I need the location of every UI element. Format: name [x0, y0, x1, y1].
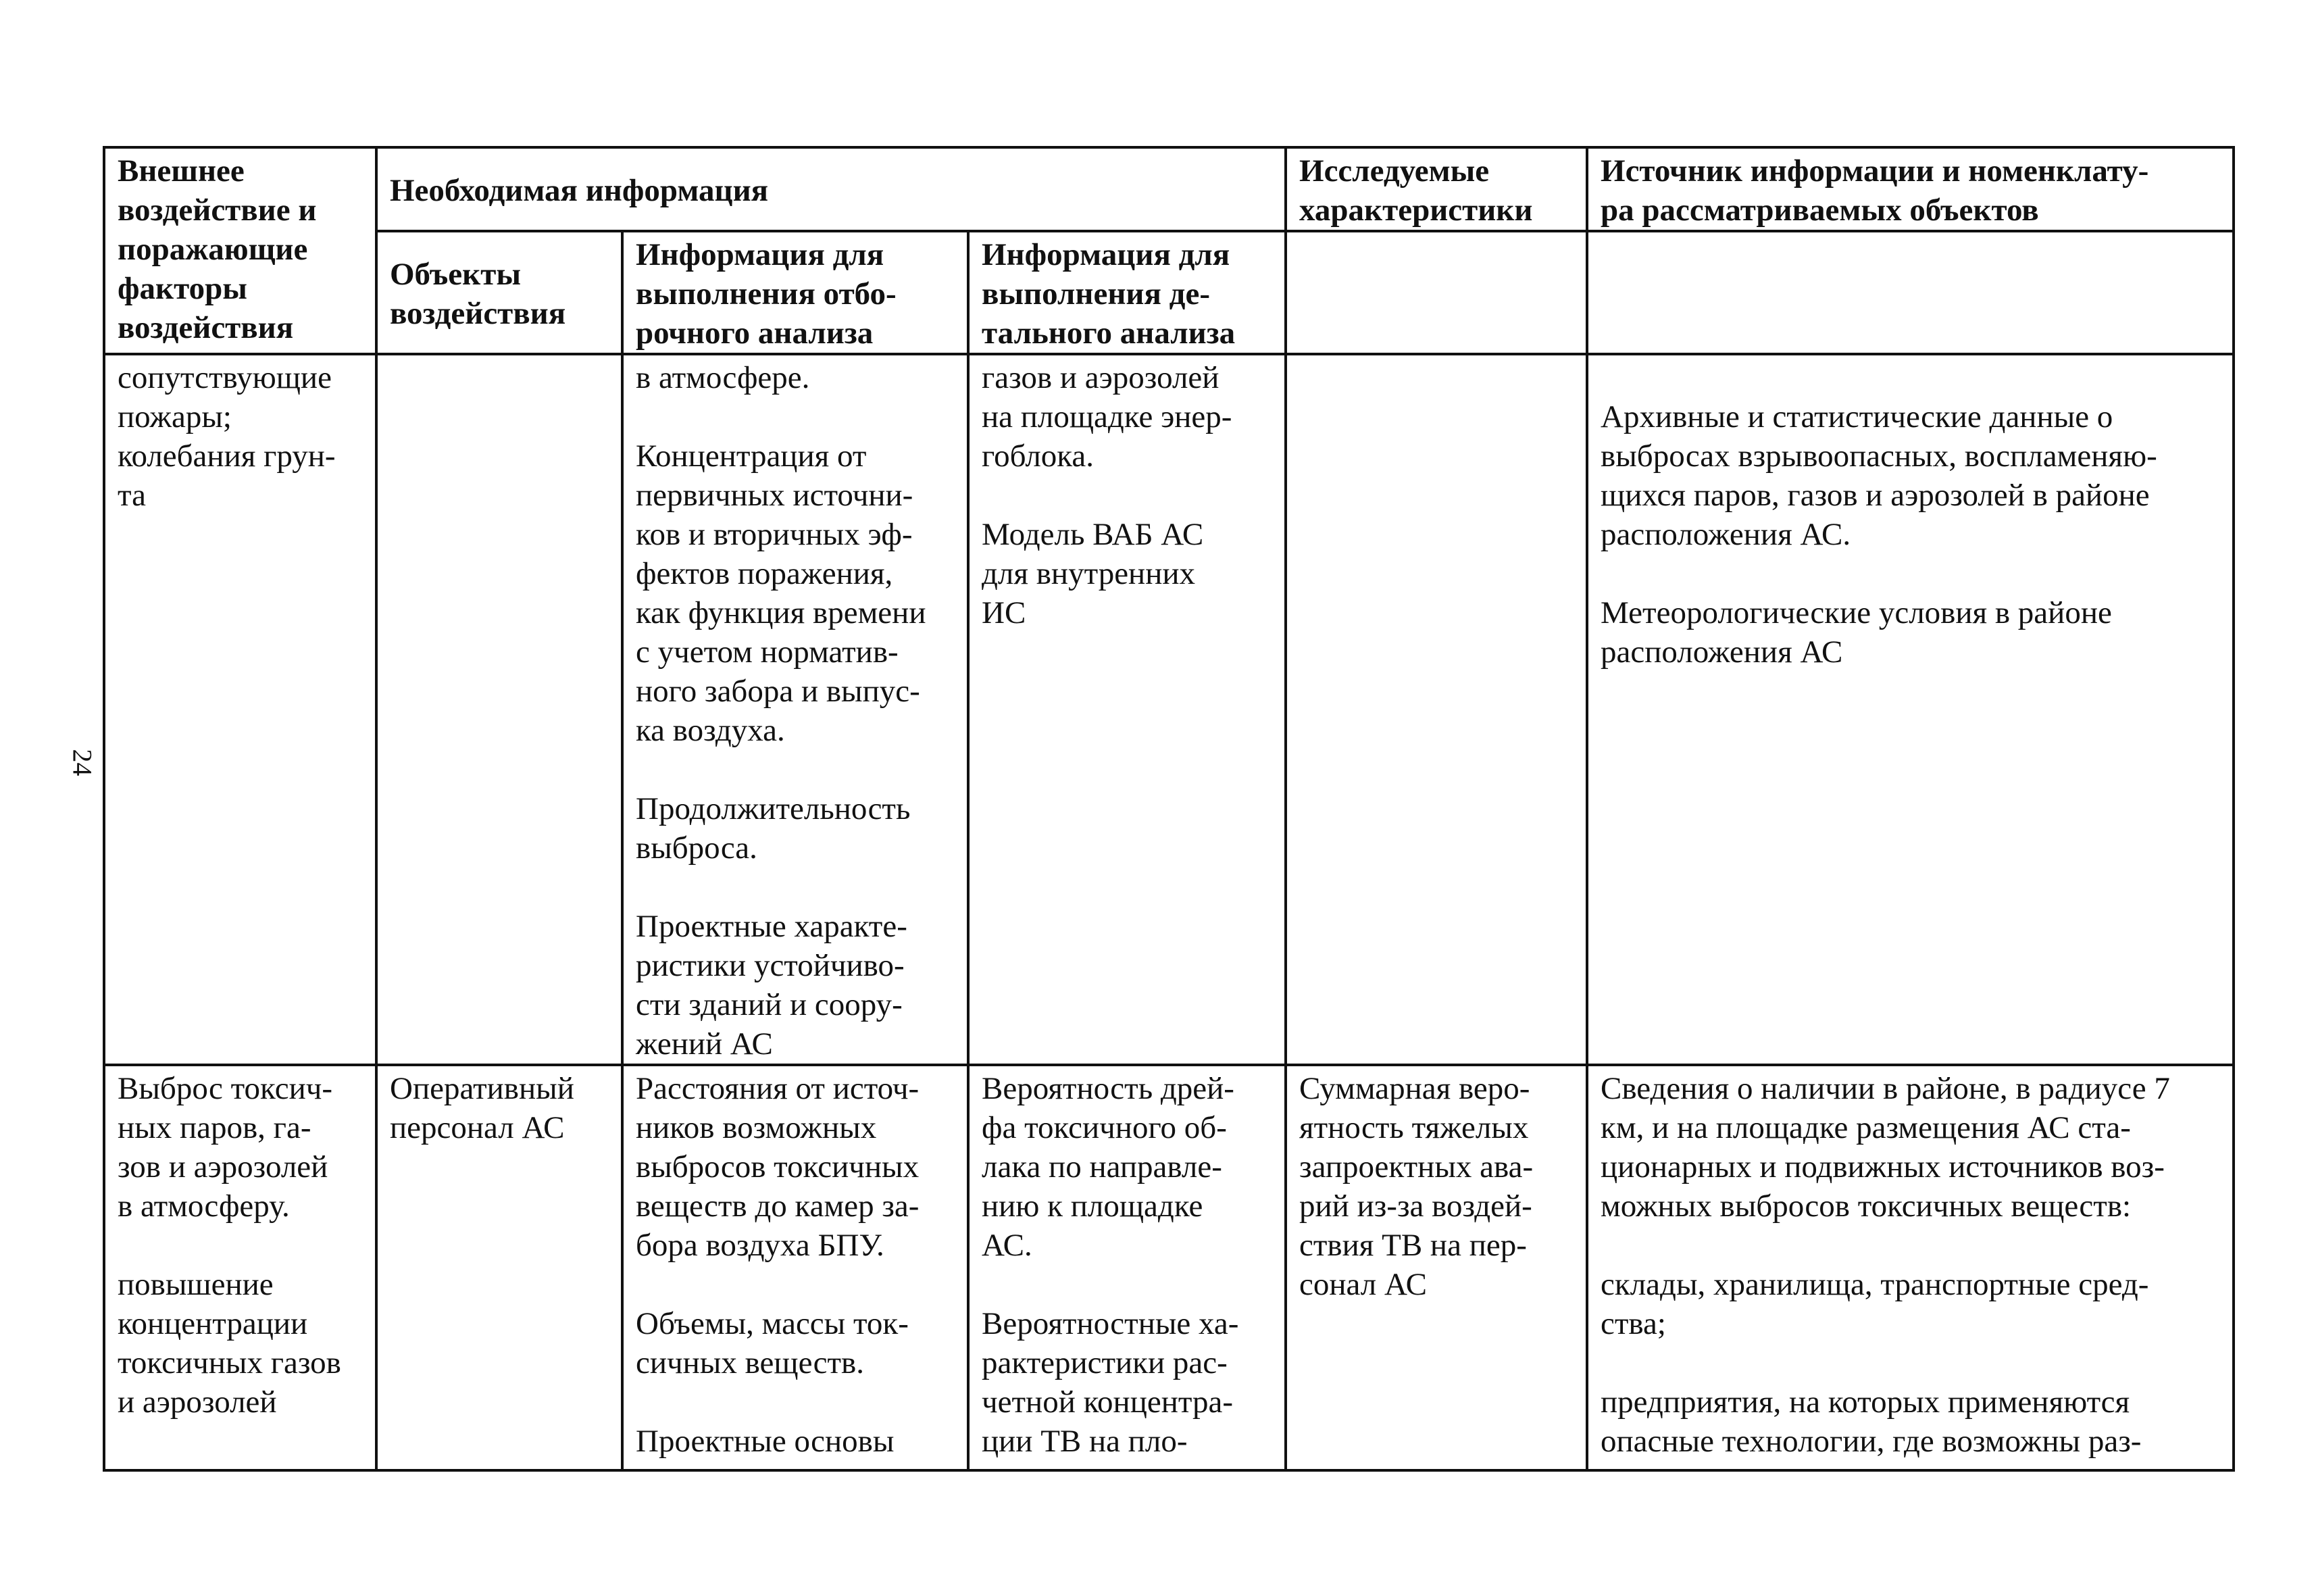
text-line: опасные технологии, где возможны раз- — [1601, 1424, 2142, 1459]
text-line: Модель ВАБ АС — [982, 517, 1204, 552]
text-line: рочного анализа — [636, 316, 874, 351]
text-line: склады, хранилища, транспортные сред- — [1601, 1267, 2149, 1302]
text-line: фектов поражения, — [636, 556, 893, 591]
text-line: сичных веществ. — [636, 1345, 864, 1380]
text-line: рактеристики рас- — [982, 1345, 1228, 1380]
row1-impact — [104, 354, 376, 1065]
text-line: воздействия — [118, 310, 294, 345]
row1-info-source — [1587, 354, 2234, 1065]
text-line: Вероятностные ха- — [982, 1306, 1239, 1341]
row2-impact — [104, 1065, 376, 1470]
text-line: ствия ТВ на пер- — [1299, 1228, 1527, 1263]
header-detailed-analysis — [968, 231, 1286, 354]
text-line: фа токсичного об- — [982, 1110, 1227, 1145]
text-line: первичных источни- — [636, 478, 913, 513]
text-line: пожары; — [118, 399, 232, 434]
text-line: км, и на площадке размещения АС ста- — [1601, 1110, 2131, 1145]
text-line: АС. — [982, 1228, 1032, 1263]
text-line: в атмосфере. — [636, 360, 810, 395]
paragraph — [1601, 1382, 2220, 1461]
row2-info-source — [1587, 1065, 2234, 1470]
text-line: Источник информации и номенклату- — [1601, 153, 2149, 189]
text-line: ников возможных — [636, 1110, 877, 1145]
text-line: ИС — [982, 595, 1026, 630]
row1-objects — [376, 354, 622, 1065]
text-line: расположения АС. — [1601, 517, 1851, 552]
text-line: выбросах взрывоопасных, воспламеняю- — [1601, 439, 2157, 474]
text-line: лака по направле- — [982, 1149, 1222, 1184]
paragraph — [636, 437, 955, 750]
text-line: тального анализа — [982, 316, 1236, 351]
row2-objects — [376, 1065, 622, 1470]
text-line: поражающие — [118, 232, 308, 267]
text-line: как функция времени — [636, 595, 926, 630]
requirements-table — [103, 146, 2235, 1472]
header-needed-info: Необходимая информация — [376, 147, 1286, 231]
text-line: Информация для — [636, 237, 884, 272]
text-line: ционарных и подвижных источников воз- — [1601, 1149, 2165, 1184]
text-line: повышение — [118, 1267, 274, 1302]
text-line: ных паров, га- — [118, 1110, 311, 1145]
paragraph — [982, 1069, 1272, 1265]
text-line: Вероятность дрей- — [982, 1071, 1234, 1106]
text-line: токсичных газов — [118, 1345, 341, 1380]
text-line: ка воздуха. — [636, 713, 785, 748]
text-line: веществ до камер за- — [636, 1189, 920, 1224]
paragraph — [982, 358, 1272, 476]
row2-characteristics — [1286, 1065, 1587, 1470]
header-empty-6 — [1587, 231, 2234, 354]
paragraph — [636, 1069, 955, 1265]
text-line: Оперативный — [390, 1071, 574, 1106]
text-line: ра рассматриваемых объектов — [1601, 193, 2039, 228]
header-impact-objects — [376, 231, 622, 354]
text-line: ции ТВ на пло- — [982, 1424, 1188, 1459]
text-line: характеристики — [1299, 193, 1533, 228]
paragraph — [118, 1265, 363, 1422]
paragraph — [636, 1304, 955, 1382]
text-line: на площадке энер- — [982, 399, 1232, 434]
row2-screening-info — [622, 1065, 968, 1470]
text-line: Суммарная веро- — [1299, 1071, 1530, 1106]
row2-detailed-info — [968, 1065, 1286, 1470]
text-line: сонал АС — [1299, 1267, 1427, 1302]
paragraph — [1601, 593, 2220, 672]
text-line: ства; — [1601, 1306, 1666, 1341]
text-line: Объекты — [390, 257, 522, 292]
paragraph — [982, 515, 1272, 632]
text-line: можных выбросов токсичных веществ: — [1601, 1189, 2132, 1224]
text-line: Сведения о наличии в районе, в радиусе 7 — [1601, 1071, 2170, 1106]
text-line: ристики устойчиво- — [636, 948, 905, 983]
text-line: расположения АС — [1601, 634, 1843, 670]
text-line: та — [118, 478, 146, 513]
page-number: 24 — [67, 749, 98, 776]
row1-screening-info — [622, 354, 968, 1065]
text-line: и аэрозолей — [118, 1385, 277, 1420]
text-line: выполнения отбо- — [636, 276, 897, 311]
text-line: для внутренних — [982, 556, 1196, 591]
paragraph — [1601, 1265, 2220, 1343]
text-line: ного забора и выпус- — [636, 674, 920, 709]
paragraph — [636, 358, 955, 397]
text-line: Архивные и статистические данные о — [1601, 399, 2113, 434]
text-line: факторы — [118, 271, 247, 306]
paragraph — [636, 1422, 955, 1461]
text-line: нию к площадке — [982, 1189, 1203, 1224]
text-line: запроектных ава- — [1299, 1149, 1534, 1184]
text-line: Продолжительность — [636, 791, 911, 826]
text-line: четной концентра- — [982, 1385, 1233, 1420]
paragraph — [1601, 397, 2220, 554]
text-line: Расстояния от источ- — [636, 1071, 920, 1106]
paragraph — [118, 1069, 363, 1226]
text-line: щихся паров, газов и аэрозолей в районе — [1601, 478, 2150, 513]
header-studied-characteristics — [1286, 147, 1587, 231]
row1-characteristics — [1286, 354, 1587, 1065]
text-line: газов и аэрозолей — [982, 360, 1219, 395]
text-line: колебания грун- — [118, 439, 336, 474]
text-line: ятность тяжелых — [1299, 1110, 1529, 1145]
paragraph — [1601, 1069, 2220, 1226]
text-line: Метеорологические условия в районе — [1601, 595, 2112, 630]
text-line: сти зданий и соору- — [636, 987, 903, 1022]
header-row-1 — [104, 147, 2234, 231]
text-line: предприятия, на которых применяются — [1601, 1385, 2130, 1420]
header-external-impact — [104, 147, 376, 354]
text-line: сопутствующие — [118, 360, 332, 395]
text-line: с учетом норматив- — [636, 634, 899, 670]
text-line: Исследуемые — [1299, 153, 1490, 189]
text-line: персонал АС — [390, 1110, 565, 1145]
text-line: воздействия — [390, 296, 566, 331]
table-row-fires — [104, 354, 2234, 1065]
text-line: выброса. — [636, 830, 757, 866]
header-row-2 — [104, 231, 2234, 354]
text-line: гоблока. — [982, 439, 1095, 474]
text-line: выполнения де- — [982, 276, 1210, 311]
paragraph — [636, 907, 955, 1064]
paragraph — [982, 1304, 1272, 1461]
text-line: концентрации — [118, 1306, 308, 1341]
text-line: бора воздуха БПУ. — [636, 1228, 884, 1263]
table-row-toxic-release — [104, 1065, 2234, 1470]
text-line: зов и аэрозолей — [118, 1149, 328, 1184]
header-empty-5 — [1286, 231, 1587, 354]
text-line: Внешнее — [118, 153, 245, 189]
text-line: Концентрация от — [636, 439, 867, 474]
text-line: ков и вторичных эф- — [636, 517, 913, 552]
header-info-source — [1587, 147, 2234, 231]
text-line: Выброс токсич- — [118, 1071, 333, 1106]
text-line: Проектные основы — [636, 1424, 895, 1459]
text-line: воздействие и — [118, 193, 317, 228]
text-line: рий из-за воздей- — [1299, 1189, 1532, 1224]
text-line: жений АС — [636, 1026, 773, 1062]
text-line: Объемы, массы ток- — [636, 1306, 909, 1341]
header-screening-analysis — [622, 231, 968, 354]
text-line: выбросов токсичных — [636, 1149, 920, 1184]
row1-detailed-info — [968, 354, 1286, 1065]
paragraph — [636, 789, 955, 868]
text-line: Проектные характе- — [636, 909, 907, 944]
text-line: Информация для — [982, 237, 1230, 272]
text-line: в атмосферу. — [118, 1189, 290, 1224]
